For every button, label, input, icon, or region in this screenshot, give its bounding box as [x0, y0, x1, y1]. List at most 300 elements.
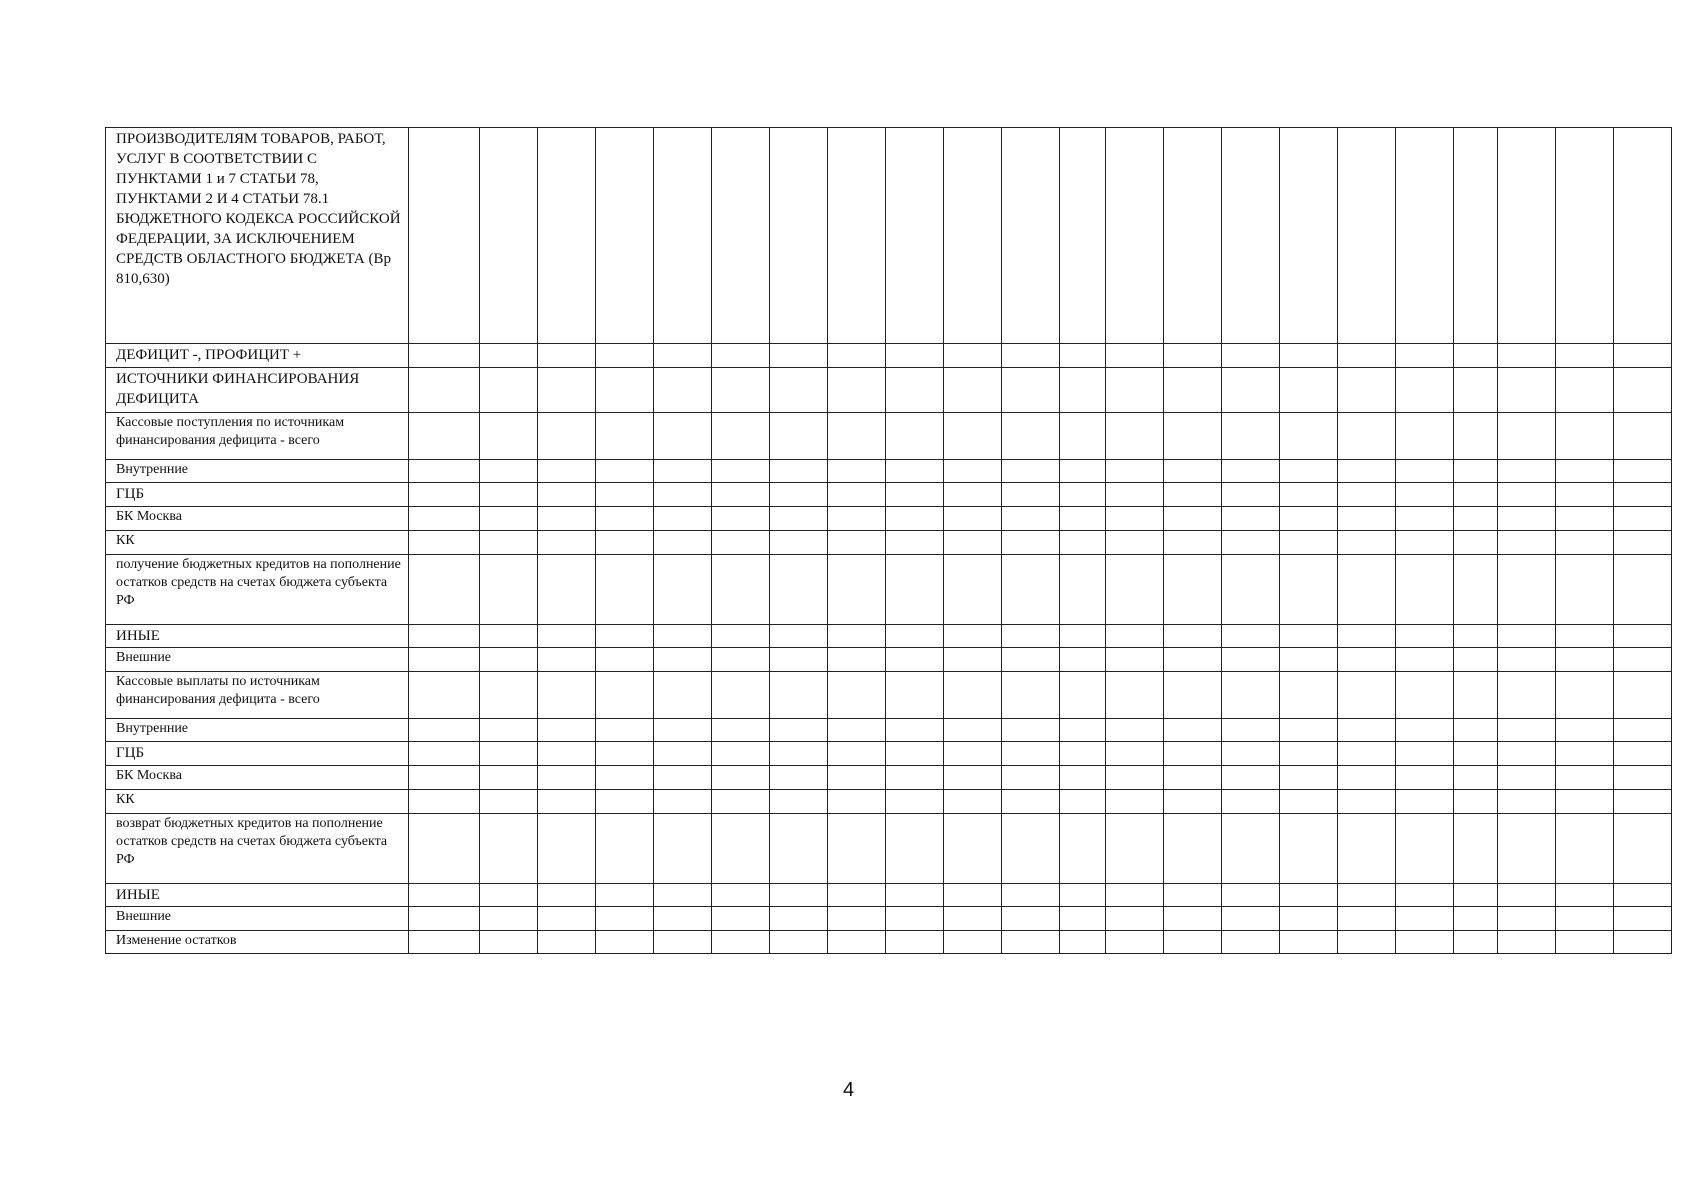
- table-cell: [770, 460, 828, 483]
- table-cell: [1614, 814, 1672, 884]
- table-cell: [596, 884, 654, 907]
- table-cell: [1222, 790, 1280, 814]
- table-cell: [712, 648, 770, 672]
- table-cell: [1498, 555, 1556, 625]
- table-row: [106, 814, 1672, 884]
- table-cell: [770, 907, 828, 931]
- table-cell: [538, 907, 596, 931]
- table-cell: [1556, 884, 1614, 907]
- table-cell: [712, 344, 770, 368]
- table-cell: [538, 625, 596, 648]
- table-cell: [1454, 507, 1498, 531]
- table-cell: [596, 648, 654, 672]
- budget-table: [105, 127, 1672, 954]
- table-cell: [1060, 884, 1106, 907]
- table-cell: [828, 128, 886, 344]
- table-cell: [1222, 483, 1280, 507]
- table-cell: [1164, 460, 1222, 483]
- row-label: ГЦБ: [106, 483, 409, 507]
- table-cell: [886, 483, 944, 507]
- table-cell: [409, 672, 480, 719]
- table-cell: [1498, 460, 1556, 483]
- table-cell: [944, 625, 1002, 648]
- table-cell: [1106, 413, 1164, 460]
- table-cell: [538, 790, 596, 814]
- table-cell: [1454, 625, 1498, 648]
- table-cell: [1396, 460, 1454, 483]
- table-cell: [1614, 648, 1672, 672]
- table-cell: [828, 625, 886, 648]
- table-cell: [654, 344, 712, 368]
- table-cell: [1002, 884, 1060, 907]
- table-cell: [1396, 884, 1454, 907]
- row-label: Внешние: [106, 907, 409, 931]
- table-cell: [1614, 413, 1672, 460]
- table-cell: [596, 719, 654, 742]
- table-cell: [1106, 931, 1164, 954]
- table-cell: [1002, 555, 1060, 625]
- table-cell: [828, 368, 886, 413]
- table-cell: [712, 128, 770, 344]
- table-cell: [409, 625, 480, 648]
- table-cell: [480, 368, 538, 413]
- table-cell: [1454, 931, 1498, 954]
- table-cell: [1396, 719, 1454, 742]
- table-cell: [828, 742, 886, 766]
- table-cell: [1396, 907, 1454, 931]
- table-cell: [1396, 648, 1454, 672]
- table-cell: [1556, 672, 1614, 719]
- table-cell: [1222, 344, 1280, 368]
- table-row: [106, 719, 1672, 742]
- table-cell: [1556, 128, 1614, 344]
- table-cell: [1060, 507, 1106, 531]
- table-cell: [886, 648, 944, 672]
- table-cell: [1222, 672, 1280, 719]
- table-cell: [538, 460, 596, 483]
- table-cell: [1556, 907, 1614, 931]
- table-cell: [480, 814, 538, 884]
- table-cell: [1106, 742, 1164, 766]
- table-cell: [1338, 766, 1396, 790]
- table-cell: [1106, 719, 1164, 742]
- table-cell: [1222, 555, 1280, 625]
- table-cell: [1614, 625, 1672, 648]
- table-cell: [828, 931, 886, 954]
- row-label: КК: [106, 790, 409, 814]
- table-cell: [480, 555, 538, 625]
- table-cell: [770, 368, 828, 413]
- table-cell: [1454, 814, 1498, 884]
- table-cell: [886, 507, 944, 531]
- table-cell: [1396, 790, 1454, 814]
- table-cell: [1060, 648, 1106, 672]
- table-row: [106, 884, 1672, 907]
- table-row: [106, 531, 1672, 555]
- table-cell: [886, 344, 944, 368]
- table-cell: [480, 742, 538, 766]
- table-cell: [409, 531, 480, 555]
- table-cell: [409, 766, 480, 790]
- table-cell: [1556, 719, 1614, 742]
- table-cell: [596, 128, 654, 344]
- table-cell: [1106, 368, 1164, 413]
- table-cell: [1280, 648, 1338, 672]
- table-cell: [770, 344, 828, 368]
- table-cell: [1106, 884, 1164, 907]
- table-cell: [1164, 719, 1222, 742]
- table-cell: [1164, 368, 1222, 413]
- table-cell: [1498, 625, 1556, 648]
- table-cell: [1280, 672, 1338, 719]
- row-label: Кассовые поступления по источникам финансирования дефицита - всего: [106, 413, 409, 460]
- table-cell: [712, 742, 770, 766]
- table-cell: [770, 672, 828, 719]
- table-row: [106, 344, 1672, 368]
- table-cell: [1338, 128, 1396, 344]
- table-cell: [1614, 884, 1672, 907]
- row-label: КК: [106, 531, 409, 555]
- table-cell: [480, 507, 538, 531]
- table-cell: [1498, 907, 1556, 931]
- row-label: получение бюджетных кредитов на пополнение остатков средств на счетах бюджета субъекта РФ: [106, 555, 409, 625]
- table-cell: [1614, 507, 1672, 531]
- table-cell: [1556, 648, 1614, 672]
- table-cell: [1338, 460, 1396, 483]
- table-cell: [712, 719, 770, 742]
- table-cell: [1164, 766, 1222, 790]
- table-cell: [1280, 344, 1338, 368]
- table-cell: [538, 884, 596, 907]
- table-cell: [1106, 555, 1164, 625]
- table-cell: [944, 719, 1002, 742]
- table-cell: [712, 507, 770, 531]
- table-cell: [1338, 814, 1396, 884]
- table-cell: [1454, 742, 1498, 766]
- table-cell: [409, 814, 480, 884]
- table-cell: [1002, 719, 1060, 742]
- table-cell: [1454, 413, 1498, 460]
- table-cell: [770, 555, 828, 625]
- table-cell: [944, 931, 1002, 954]
- table-cell: [1002, 625, 1060, 648]
- table-cell: [1280, 742, 1338, 766]
- table-cell: [538, 128, 596, 344]
- row-label: Изменение остатков: [106, 931, 409, 954]
- table-cell: [409, 790, 480, 814]
- table-cell: [1498, 884, 1556, 907]
- table-cell: [1556, 507, 1614, 531]
- table-row: [106, 931, 1672, 954]
- row-label: возврат бюджетных кредитов на пополнение остатков средств на счетах бюджета субъекта РФ: [106, 814, 409, 884]
- table-cell: [1060, 907, 1106, 931]
- table-cell: [1614, 742, 1672, 766]
- table-cell: [886, 368, 944, 413]
- row-label: ГЦБ: [106, 742, 409, 766]
- table-cell: [409, 368, 480, 413]
- table-cell: [712, 672, 770, 719]
- table-row: [106, 413, 1672, 460]
- table-cell: [596, 507, 654, 531]
- table-cell: [886, 814, 944, 884]
- table-cell: [1454, 344, 1498, 368]
- table-cell: [1060, 555, 1106, 625]
- table-cell: [1454, 790, 1498, 814]
- table-cell: [712, 413, 770, 460]
- table-cell: [409, 507, 480, 531]
- table-cell: [480, 884, 538, 907]
- table-cell: [1498, 531, 1556, 555]
- table-cell: [770, 719, 828, 742]
- table-cell: [1060, 672, 1106, 719]
- table-cell: [480, 625, 538, 648]
- table-cell: [1614, 907, 1672, 931]
- table-cell: [1106, 814, 1164, 884]
- table-cell: [1614, 790, 1672, 814]
- table-cell: [1498, 483, 1556, 507]
- table-cell: [944, 460, 1002, 483]
- table-cell: [409, 719, 480, 742]
- table-cell: [886, 413, 944, 460]
- table-cell: [1454, 648, 1498, 672]
- table-cell: [409, 413, 480, 460]
- table-cell: [1614, 531, 1672, 555]
- table-cell: [1396, 413, 1454, 460]
- table-cell: [712, 884, 770, 907]
- table-cell: [1338, 531, 1396, 555]
- table-cell: [944, 531, 1002, 555]
- table-cell: [1002, 344, 1060, 368]
- table-cell: [886, 907, 944, 931]
- table-row: [106, 742, 1672, 766]
- table-cell: [1396, 931, 1454, 954]
- table-cell: [712, 531, 770, 555]
- table-cell: [1222, 460, 1280, 483]
- table-cell: [538, 648, 596, 672]
- table-cell: [712, 460, 770, 483]
- table-cell: [886, 625, 944, 648]
- table-cell: [654, 672, 712, 719]
- table-cell: [1002, 483, 1060, 507]
- table-cell: [1280, 368, 1338, 413]
- table-cell: [886, 719, 944, 742]
- table-cell: [1002, 766, 1060, 790]
- table-cell: [712, 483, 770, 507]
- row-label: Внешние: [106, 648, 409, 672]
- table-cell: [1556, 460, 1614, 483]
- table-row: [106, 460, 1672, 483]
- row-label: ДЕФИЦИТ -, ПРОФИЦИТ +: [106, 344, 409, 368]
- table-cell: [1498, 507, 1556, 531]
- table-cell: [654, 884, 712, 907]
- table-cell: [712, 931, 770, 954]
- table-cell: [654, 128, 712, 344]
- table-cell: [1060, 766, 1106, 790]
- table-cell: [409, 483, 480, 507]
- row-label: БК Москва: [106, 507, 409, 531]
- page-number: 4: [842, 1079, 855, 1101]
- table-cell: [1164, 128, 1222, 344]
- table-cell: [1396, 625, 1454, 648]
- table-cell: [1338, 884, 1396, 907]
- table-cell: [1106, 648, 1164, 672]
- table-cell: [1338, 483, 1396, 507]
- table-cell: [1002, 413, 1060, 460]
- table-cell: [944, 555, 1002, 625]
- table-cell: [1498, 648, 1556, 672]
- table-row: [106, 766, 1672, 790]
- table-cell: [1338, 507, 1396, 531]
- table-cell: [538, 814, 596, 884]
- table-cell: [538, 672, 596, 719]
- table-cell: [1060, 413, 1106, 460]
- table-cell: [409, 648, 480, 672]
- table-cell: [944, 368, 1002, 413]
- table-cell: [1164, 672, 1222, 719]
- table-cell: [596, 907, 654, 931]
- table-cell: [409, 555, 480, 625]
- table-row: [106, 625, 1672, 648]
- table-cell: [1498, 742, 1556, 766]
- table-cell: [944, 672, 1002, 719]
- table-row: [106, 790, 1672, 814]
- table-cell: [1222, 413, 1280, 460]
- table-cell: [770, 128, 828, 344]
- table-row: [106, 648, 1672, 672]
- table-cell: [1280, 531, 1338, 555]
- table-cell: [654, 742, 712, 766]
- table-cell: [1396, 507, 1454, 531]
- table-cell: [1280, 790, 1338, 814]
- table-cell: [712, 625, 770, 648]
- table-cell: [1164, 742, 1222, 766]
- table-cell: [712, 790, 770, 814]
- table-cell: [538, 719, 596, 742]
- table-cell: [1002, 128, 1060, 344]
- table-cell: [1106, 483, 1164, 507]
- table-cell: [1396, 742, 1454, 766]
- table-cell: [1280, 625, 1338, 648]
- table-cell: [1338, 625, 1396, 648]
- table-cell: [1338, 931, 1396, 954]
- table-cell: [1396, 368, 1454, 413]
- table-cell: [770, 625, 828, 648]
- table-cell: [1106, 531, 1164, 555]
- table-cell: [1454, 884, 1498, 907]
- table-cell: [828, 483, 886, 507]
- table-cell: [1222, 742, 1280, 766]
- table-cell: [1498, 931, 1556, 954]
- table-cell: [770, 884, 828, 907]
- table-cell: [1556, 413, 1614, 460]
- row-label: ИНЫЕ: [106, 884, 409, 907]
- table-cell: [596, 460, 654, 483]
- table-cell: [1556, 368, 1614, 413]
- table-cell: [1614, 931, 1672, 954]
- table-cell: [828, 460, 886, 483]
- table-cell: [770, 507, 828, 531]
- table-cell: [1280, 907, 1338, 931]
- table-cell: [1280, 931, 1338, 954]
- table-cell: [944, 742, 1002, 766]
- table-cell: [1556, 742, 1614, 766]
- table-cell: [596, 625, 654, 648]
- table-cell: [1280, 483, 1338, 507]
- table-cell: [1106, 907, 1164, 931]
- table-cell: [1060, 742, 1106, 766]
- table-cell: [654, 719, 712, 742]
- table-cell: [1556, 344, 1614, 368]
- table-cell: [1280, 766, 1338, 790]
- table-cell: [654, 531, 712, 555]
- table-cell: [1614, 555, 1672, 625]
- table-cell: [1454, 531, 1498, 555]
- table-cell: [596, 931, 654, 954]
- table-cell: [1222, 531, 1280, 555]
- table-cell: [538, 931, 596, 954]
- table-cell: [1164, 531, 1222, 555]
- table-cell: [1222, 907, 1280, 931]
- table-cell: [1060, 931, 1106, 954]
- table-cell: [828, 766, 886, 790]
- table-cell: [1614, 672, 1672, 719]
- row-label: Кассовые выплаты по источникам финансирования дефицита - всего: [106, 672, 409, 719]
- table-cell: [538, 413, 596, 460]
- table-cell: [480, 413, 538, 460]
- table-cell: [596, 368, 654, 413]
- table-cell: [1002, 460, 1060, 483]
- table-cell: [828, 814, 886, 884]
- table-cell: [1556, 814, 1614, 884]
- table-cell: [596, 483, 654, 507]
- table-cell: [1222, 128, 1280, 344]
- table-cell: [1338, 555, 1396, 625]
- table-cell: [1454, 719, 1498, 742]
- table-cell: [1396, 555, 1454, 625]
- table-cell: [712, 555, 770, 625]
- table-cell: [1222, 814, 1280, 884]
- table-cell: [480, 719, 538, 742]
- table-cell: [828, 790, 886, 814]
- table-cell: [480, 531, 538, 555]
- table-cell: [1396, 672, 1454, 719]
- table-cell: [1614, 128, 1672, 344]
- table-cell: [654, 460, 712, 483]
- table-cell: [1396, 128, 1454, 344]
- table-cell: [596, 531, 654, 555]
- row-label: ПРОИЗВОДИТЕЛЯМ ТОВАРОВ, РАБОТ, УСЛУГ В СООТВЕТСТВИИ С ПУНКТАМИ 1 и 7 СТАТЬИ 78, ПУНКТАМИ 2 И 4 СТАТЬИ 78.1 БЮДЖЕТНОГО КОДЕКСА РОССИЙСКОЙ ФЕДЕРАЦИИ, ЗА ИСКЛЮЧЕНИЕМ СРЕДСТВ ОБЛАСТНОГО БЮДЖЕТА (Вр 810,630): [106, 128, 409, 344]
- table-cell: [1222, 766, 1280, 790]
- table-cell: [480, 128, 538, 344]
- table-cell: [1164, 625, 1222, 648]
- table-cell: [1164, 814, 1222, 884]
- table-cell: [1060, 814, 1106, 884]
- table-cell: [1556, 790, 1614, 814]
- table-cell: [770, 814, 828, 884]
- table-cell: [1556, 766, 1614, 790]
- table-cell: [1060, 344, 1106, 368]
- table-cell: [1396, 483, 1454, 507]
- table-cell: [770, 531, 828, 555]
- table-cell: [409, 460, 480, 483]
- table-cell: [1556, 555, 1614, 625]
- table-cell: [538, 368, 596, 413]
- table-cell: [1614, 719, 1672, 742]
- table-cell: [828, 648, 886, 672]
- table-cell: [944, 790, 1002, 814]
- table-row: [106, 128, 1672, 344]
- table-cell: [1498, 814, 1556, 884]
